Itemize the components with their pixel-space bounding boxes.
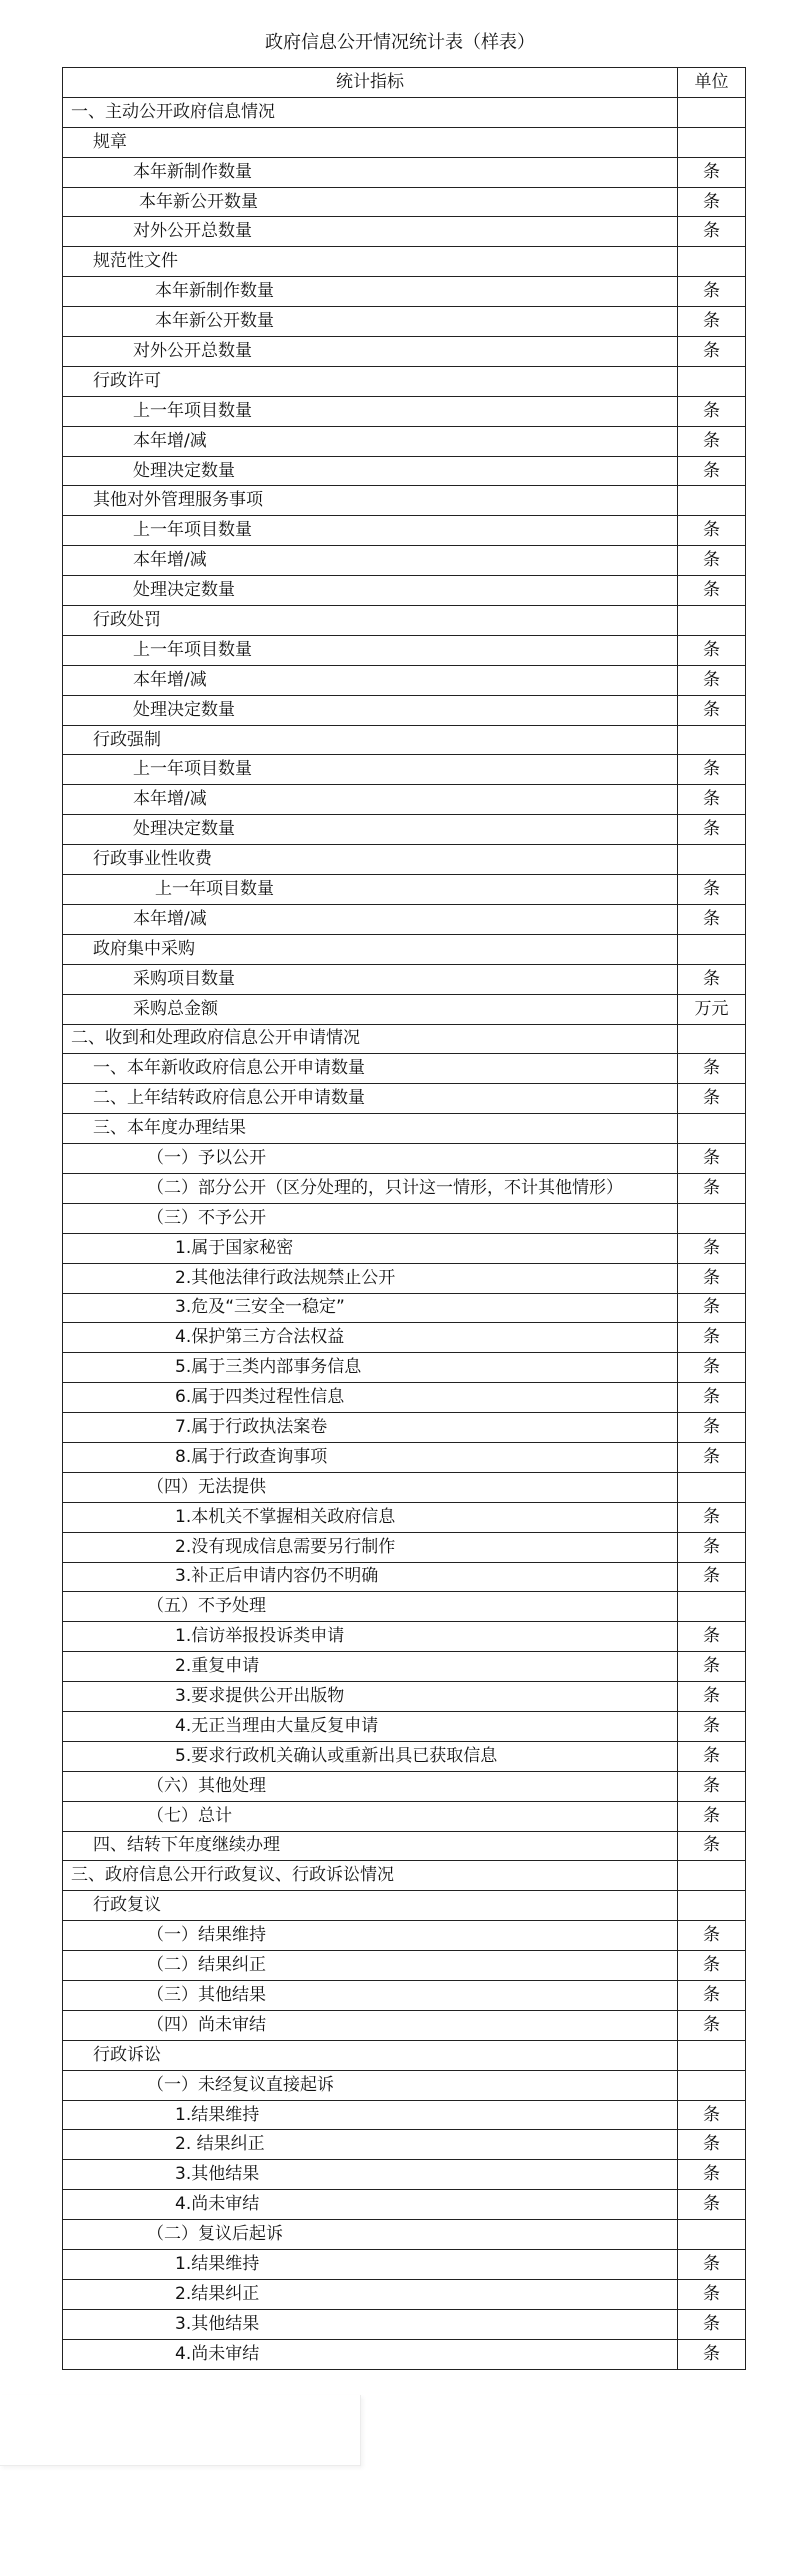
table-row [63,785,746,815]
table-row [63,606,746,636]
row-label: 规范性文件 [63,247,678,277]
table-row [63,277,746,307]
table-row [63,1801,746,1831]
row-unit: 条 [678,516,746,546]
row-label: 本年新制作数量 [63,157,678,187]
table-row [63,546,746,576]
table-row [63,2070,746,2100]
row-label: 2.其他法律行政法规禁止公开 [63,1263,678,1293]
row-unit: 条 [678,1711,746,1741]
row-unit [678,127,746,157]
row-unit: 条 [678,576,746,606]
row-label: 三、政府信息公开行政复议、行政诉讼情况 [63,1861,678,1891]
table-row [63,516,746,546]
row-label: 本年增/减 [63,904,678,934]
row-unit: 条 [678,875,746,905]
row-unit: 条 [678,2339,746,2369]
row-unit: 条 [678,1144,746,1174]
table-row [63,2309,746,2339]
row-unit: 条 [678,1383,746,1413]
row-label: 4.尚未审结 [63,2339,678,2369]
table-row [63,964,746,994]
row-label: 3.其他结果 [63,2309,678,2339]
row-label: 一、本年新收政府信息公开申请数量 [63,1054,678,1084]
table-body [63,97,746,2369]
row-label: 本年增/减 [63,785,678,815]
row-label: 四、结转下年度继续办理 [63,1831,678,1861]
table-row [63,1622,746,1652]
row-label: 本年新公开数量 [63,187,678,217]
table-row [63,247,746,277]
table-row [63,1173,746,1203]
header-indicator: 统计指标 [63,68,678,98]
row-label: 5.要求行政机关确认或重新出具已获取信息 [63,1741,678,1771]
row-unit: 条 [678,1054,746,1084]
row-unit: 条 [678,1293,746,1323]
row-label: 其他对外管理服务事项 [63,486,678,516]
table-row [63,1741,746,1771]
table-row [63,934,746,964]
row-label: （五）不予处理 [63,1592,678,1622]
table-row [63,576,746,606]
row-label: 处理决定数量 [63,456,678,486]
row-unit: 条 [678,815,746,845]
row-unit: 条 [678,1502,746,1532]
row-unit: 条 [678,2250,746,2280]
row-unit: 条 [678,755,746,785]
row-label: 5.属于三类内部事务信息 [63,1353,678,1383]
row-unit [678,845,746,875]
row-label: 1.结果维持 [63,2100,678,2130]
row-unit [678,2040,746,2070]
row-unit [678,486,746,516]
row-unit: 条 [678,1682,746,1712]
table-row [63,2190,746,2220]
table-row [63,1652,746,1682]
row-unit: 条 [678,1981,746,2011]
table-row [63,725,746,755]
row-label: 1.本机关不掌握相关政府信息 [63,1502,678,1532]
table-row [63,2279,746,2309]
row-label: （四）尚未审结 [63,2010,678,2040]
row-label: 三、本年度办理结果 [63,1114,678,1144]
row-unit: 条 [678,1562,746,1592]
table-row [63,1263,746,1293]
row-unit [678,97,746,127]
row-unit [678,247,746,277]
row-unit: 条 [678,665,746,695]
row-unit: 条 [678,307,746,337]
table-row [63,2220,746,2250]
row-label: 对外公开总数量 [63,217,678,247]
row-unit: 条 [678,1084,746,1114]
table-row [63,1592,746,1622]
table-row [63,1323,746,1353]
row-label: 4.尚未审结 [63,2190,678,2220]
table-row [63,875,746,905]
row-unit [678,606,746,636]
table-row [63,1682,746,1712]
row-label: 2.没有现成信息需要另行制作 [63,1532,678,1562]
table-row [63,1951,746,1981]
row-label: 2.结果纠正 [63,2279,678,2309]
row-unit: 条 [678,1263,746,1293]
row-unit [678,1114,746,1144]
table-row [63,2160,746,2190]
table-row [63,127,746,157]
row-label: 处理决定数量 [63,815,678,845]
row-label: （一）结果维持 [63,1921,678,1951]
table-row [63,1084,746,1114]
row-unit [678,1592,746,1622]
row-unit: 条 [678,396,746,426]
row-label: 规章 [63,127,678,157]
row-unit [678,1861,746,1891]
table-row [63,2040,746,2070]
row-unit [678,1472,746,1502]
row-label: 对外公开总数量 [63,337,678,367]
table-row [63,366,746,396]
table-row [63,337,746,367]
table-row [63,1383,746,1413]
table-row [63,1442,746,1472]
row-label: 6.属于四类过程性信息 [63,1383,678,1413]
row-unit [678,1891,746,1921]
table-row [63,2250,746,2280]
row-label: 行政复议 [63,1891,678,1921]
row-unit: 条 [678,2100,746,2130]
table-row [63,815,746,845]
row-unit: 条 [678,2010,746,2040]
row-unit: 条 [678,217,746,247]
row-unit: 条 [678,337,746,367]
table-row [63,1233,746,1263]
row-unit: 条 [678,426,746,456]
row-unit: 条 [678,2309,746,2339]
table-row [63,1413,746,1443]
row-unit: 条 [678,1921,746,1951]
table-row [63,1771,746,1801]
row-label: 行政强制 [63,725,678,755]
table-row [63,2130,746,2160]
table-row [63,97,746,127]
row-label: 二、收到和处理政府信息公开申请情况 [63,1024,678,1054]
row-label: 一、主动公开政府信息情况 [63,97,678,127]
page-edge-shadow [0,2395,361,2466]
table-row [63,1861,746,1891]
row-unit [678,366,746,396]
row-unit: 条 [678,1771,746,1801]
table-row [63,1114,746,1144]
table-row [63,1502,746,1532]
row-label: 上一年项目数量 [63,875,678,905]
row-label: 3.要求提供公开出版物 [63,1682,678,1712]
row-label: 1.结果维持 [63,2250,678,2280]
row-label: 本年增/减 [63,546,678,576]
row-unit: 条 [678,1233,746,1263]
row-label: 1.属于国家秘密 [63,1233,678,1263]
row-label: 本年新公开数量 [63,307,678,337]
row-label: 上一年项目数量 [63,755,678,785]
table-row [63,1532,746,1562]
table-row [63,2339,746,2369]
row-unit: 条 [678,635,746,665]
table-row [63,486,746,516]
row-label: （二）复议后起诉 [63,2220,678,2250]
row-unit: 条 [678,456,746,486]
row-label: （六）其他处理 [63,1771,678,1801]
row-label: 上一年项目数量 [63,516,678,546]
row-label: （一）未经复议直接起诉 [63,2070,678,2100]
row-unit [678,934,746,964]
header-unit: 单位 [678,68,746,98]
page-title: 政府信息公开情况统计表（样表） [265,32,535,53]
row-label: 处理决定数量 [63,695,678,725]
row-label: 上一年项目数量 [63,635,678,665]
row-label: （二）结果纠正 [63,1951,678,1981]
statistics-table [62,67,746,2370]
row-label: （三）不予公开 [63,1203,678,1233]
table-row [63,307,746,337]
row-label: 1.信访举报投诉类申请 [63,1622,678,1652]
table-row [63,904,746,934]
table-row [63,755,746,785]
row-unit [678,2070,746,2100]
row-label: 行政事业性收费 [63,845,678,875]
table-row [63,396,746,426]
table-row [63,1921,746,1951]
row-unit [678,1203,746,1233]
row-label: 本年增/减 [63,426,678,456]
row-unit: 条 [678,1442,746,1472]
table-row [63,635,746,665]
table-row [63,1144,746,1174]
table-row [63,1891,746,1921]
row-unit: 条 [678,1323,746,1353]
row-unit: 条 [678,157,746,187]
row-unit: 条 [678,1622,746,1652]
row-unit: 条 [678,546,746,576]
row-unit: 条 [678,1532,746,1562]
row-unit: 万元 [678,994,746,1024]
row-label: 3.其他结果 [63,2160,678,2190]
row-unit: 条 [678,1801,746,1831]
row-label: 政府集中采购 [63,934,678,964]
table-header-row [63,68,746,98]
row-label: （一）予以公开 [63,1144,678,1174]
row-label: 2. 结果纠正 [63,2130,678,2160]
table-row [63,1562,746,1592]
row-unit: 条 [678,964,746,994]
row-unit: 条 [678,187,746,217]
row-label: 处理决定数量 [63,576,678,606]
row-label: 8.属于行政查询事项 [63,1442,678,1472]
table-row [63,1711,746,1741]
row-unit: 条 [678,1741,746,1771]
row-label: （三）其他结果 [63,1981,678,2011]
row-label: 2.重复申请 [63,1652,678,1682]
row-label: 上一年项目数量 [63,396,678,426]
table-row [63,1831,746,1861]
row-label: 4.无正当理由大量反复申请 [63,1711,678,1741]
row-label: 7.属于行政执法案卷 [63,1413,678,1443]
row-unit: 条 [678,1353,746,1383]
row-unit: 条 [678,2130,746,2160]
row-label: 3.危及“三安全一稳定” [63,1293,678,1323]
table-row [63,456,746,486]
table-row [63,1293,746,1323]
table-row [63,187,746,217]
table-row [63,695,746,725]
row-label: 采购项目数量 [63,964,678,994]
table-row [63,1203,746,1233]
row-label: （七）总计 [63,1801,678,1831]
row-unit: 条 [678,2160,746,2190]
table-row [63,665,746,695]
table-row [63,1024,746,1054]
table-row [63,2100,746,2130]
row-label: 本年新制作数量 [63,277,678,307]
row-label: （二）部分公开（区分处理的，只计这一情形，不计其他情形） [63,1173,678,1203]
row-label: 二、上年结转政府信息公开申请数量 [63,1084,678,1114]
row-label: 行政许可 [63,366,678,396]
table-row [63,994,746,1024]
table-row [63,1054,746,1084]
row-label: 4.保护第三方合法权益 [63,1323,678,1353]
row-label: 行政诉讼 [63,2040,678,2070]
row-label: 本年增/减 [63,665,678,695]
row-unit: 条 [678,277,746,307]
row-unit: 条 [678,1413,746,1443]
table-row [63,1472,746,1502]
table-row [63,1981,746,2011]
row-unit [678,2220,746,2250]
table-row [63,217,746,247]
row-unit [678,1024,746,1054]
row-unit: 条 [678,785,746,815]
row-unit: 条 [678,1831,746,1861]
row-label: 行政处罚 [63,606,678,636]
table-row [63,2010,746,2040]
row-unit: 条 [678,1951,746,1981]
table-row [63,1353,746,1383]
row-unit: 条 [678,695,746,725]
row-label: 3.补正后申请内容仍不明确 [63,1562,678,1592]
table-row [63,157,746,187]
table-row [63,845,746,875]
row-unit: 条 [678,2279,746,2309]
row-unit [678,725,746,755]
row-unit: 条 [678,1652,746,1682]
row-label: （四）无法提供 [63,1472,678,1502]
table-row [63,426,746,456]
row-unit: 条 [678,2190,746,2220]
row-label: 采购总金额 [63,994,678,1024]
row-unit: 条 [678,1173,746,1203]
row-unit: 条 [678,904,746,934]
